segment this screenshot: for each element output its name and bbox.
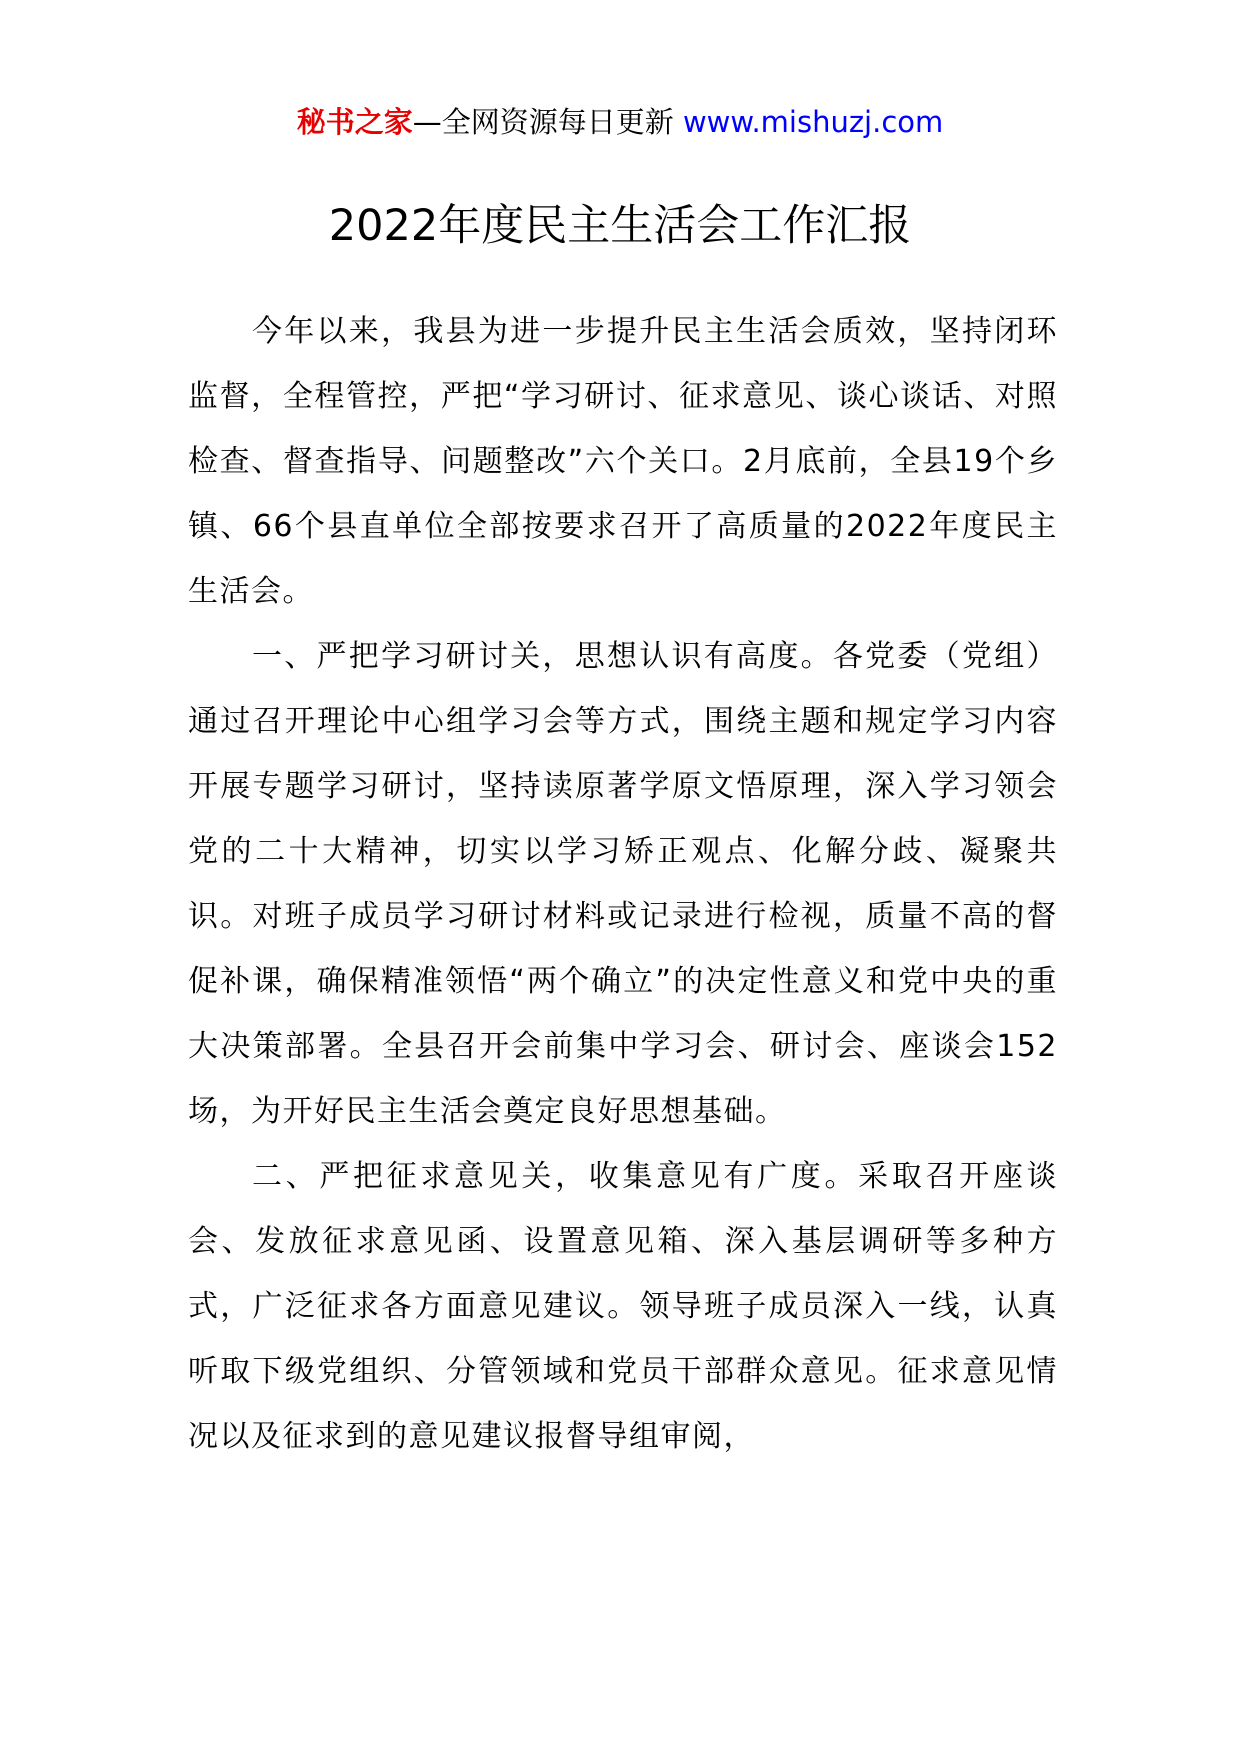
- header-tagline: —全网资源每日更新: [412, 105, 674, 139]
- section-one-paragraph: 一、严把学习研讨关，思想认识有高度。各党委（党组）通过召开理论中心组学习会等方式，围绕主题和规定学习内容开展专题学习研讨，坚持读原著学原文悟原理，深入学习领会党的二十大精神，切实以学习矫正观点、化解分歧、凝聚共识。对班子成员学习研讨材料或记录进行检视，质量不高的督促补课，确保精准领悟“两个确立”的决定性意义和党中央的重大决策部署。全县召开会前集中学习会、研讨会、座谈会152场，为开好民主生活会奠定良好思想基础。: [188, 639, 1058, 1129]
- intro-paragraph: 今年以来，我县为进一步提升民主生活会质效，坚持闭环监督，全程管控，严把“学习研讨、征求意见、谈心谈话、对照检查、督查指导、问题整改”六个关口。2月底前，全县19个乡镇、66个县直单位全部按要求召开了高质量的2022年度民主生活会。: [188, 314, 1058, 609]
- section-two-paragraph: 二、严把征求意见关，收集意见有广度。采取召开座谈会、发放征求意见函、设置意见箱、深入基层调研等多种方式，广泛征求各方面意见建议。领导班子成员深入一线，认真听取下级党组织、分管领域和党员干部群众意见。征求意见情况以及征求到的意见建议报督导组审阅，: [188, 1159, 1058, 1454]
- site-url[interactable]: www.mishuzj.com: [682, 105, 944, 139]
- document-body: [188, 299, 1058, 1469]
- brand-name: 秘书之家: [296, 105, 413, 139]
- site-header: [0, 100, 1240, 144]
- document-title: 2022年度民主生活会工作汇报: [328, 201, 912, 251]
